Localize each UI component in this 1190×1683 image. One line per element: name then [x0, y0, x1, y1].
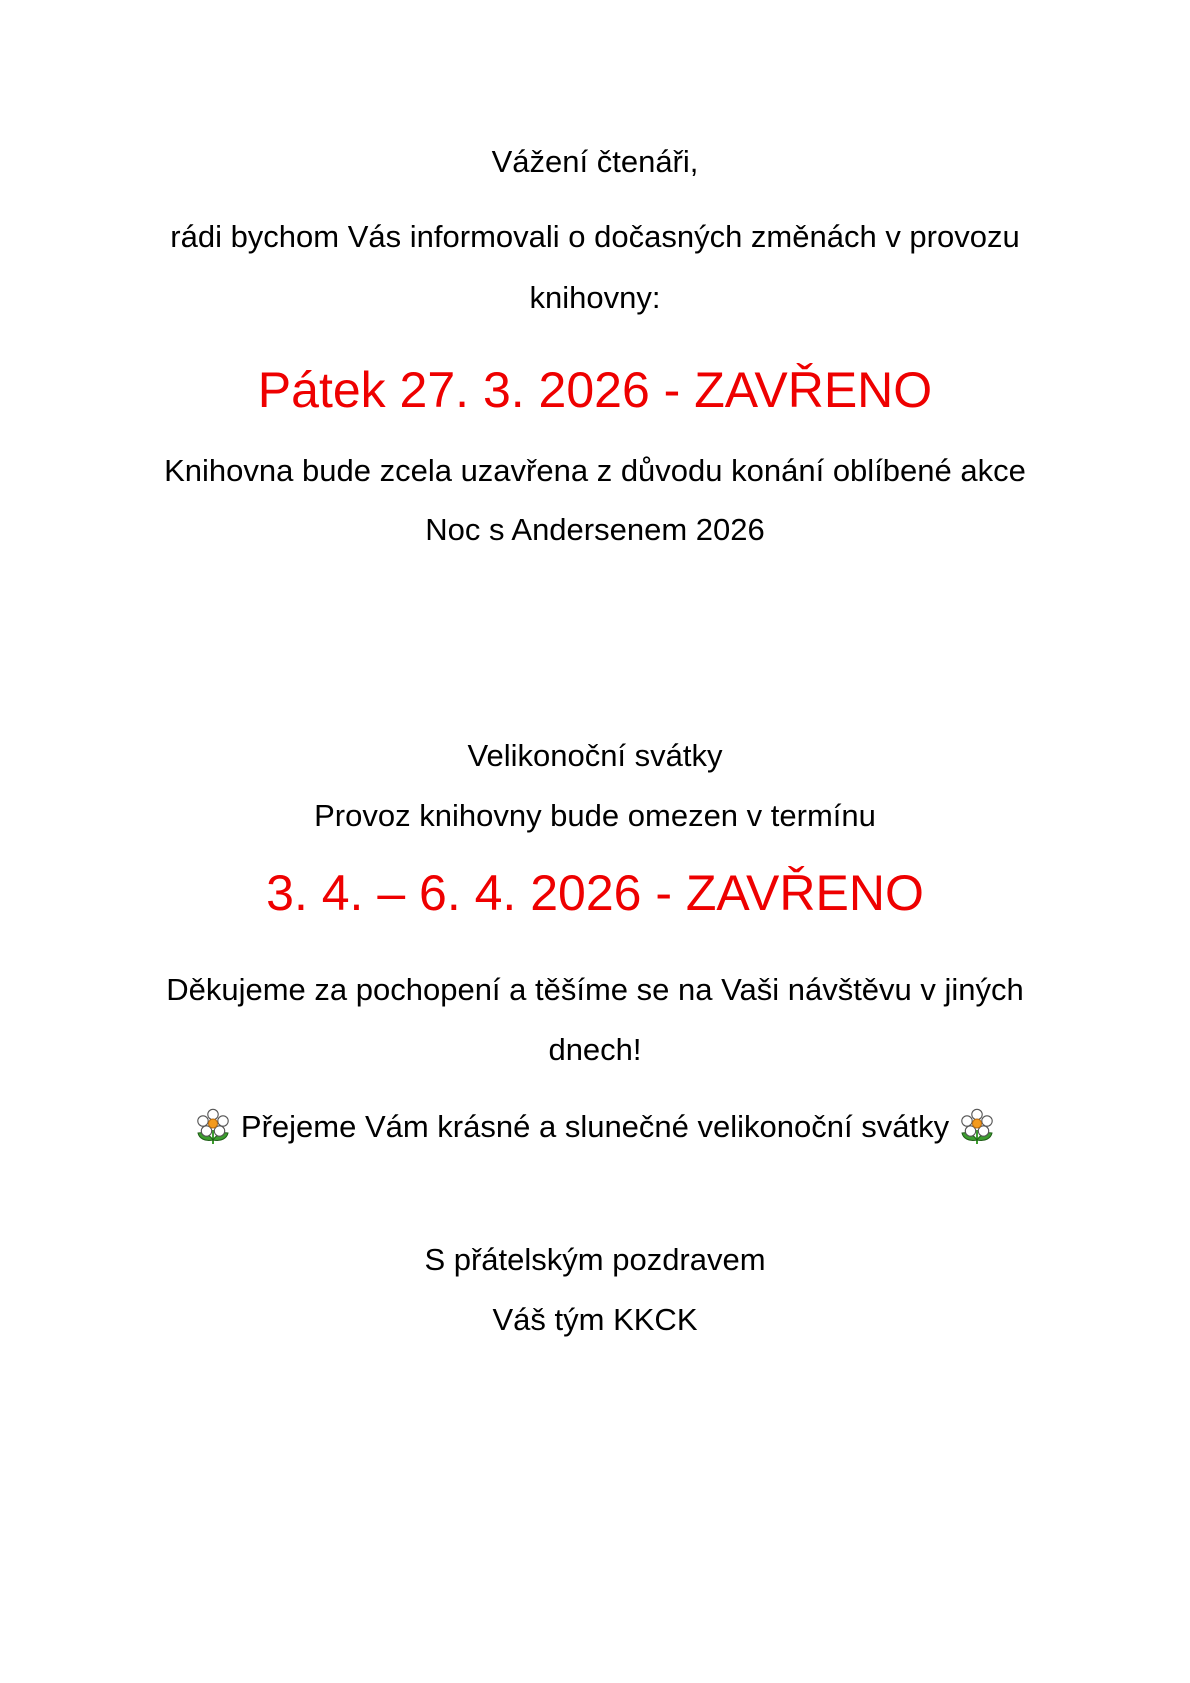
closure-1-reason-line-1: Knihovna bude zcela uzavřena z důvodu konání oblíbené akce — [164, 453, 1026, 488]
thanks-line-1: Děkujeme za pochopení a těšíme se na Vaši návštěvu v jiných — [166, 972, 1024, 1007]
easter-heading: Velikonoční svátky — [467, 738, 723, 773]
intro-line-1: rádi bychom Vás informovali o dočasných změnách v provozu — [170, 219, 1020, 254]
flower-icon — [195, 1108, 231, 1144]
closing: S přátelským pozdravem — [424, 1242, 766, 1277]
closure-2-headline: 3. 4. – 6. 4. 2026 - ZAVŘENO — [266, 865, 924, 921]
easter-note: Provoz knihovny bude omezen v termínu — [314, 798, 876, 833]
closure-1-headline: Pátek 27. 3. 2026 - ZAVŘENO — [257, 362, 933, 418]
intro-line-2: knihovny: — [529, 280, 661, 315]
flower-icon — [959, 1108, 995, 1144]
signature: Váš tým KKCK — [492, 1302, 698, 1337]
greeting: Vážení čtenáři, — [491, 144, 699, 179]
wishes-line — [0, 1108, 1190, 1144]
wishes-text: Přejeme Vám krásné a slunečné velikonoční svátky — [240, 1109, 950, 1144]
closure-1-reason-line-2: Noc s Andersenem 2026 — [425, 512, 765, 547]
thanks-line-2: dnech! — [548, 1032, 642, 1067]
